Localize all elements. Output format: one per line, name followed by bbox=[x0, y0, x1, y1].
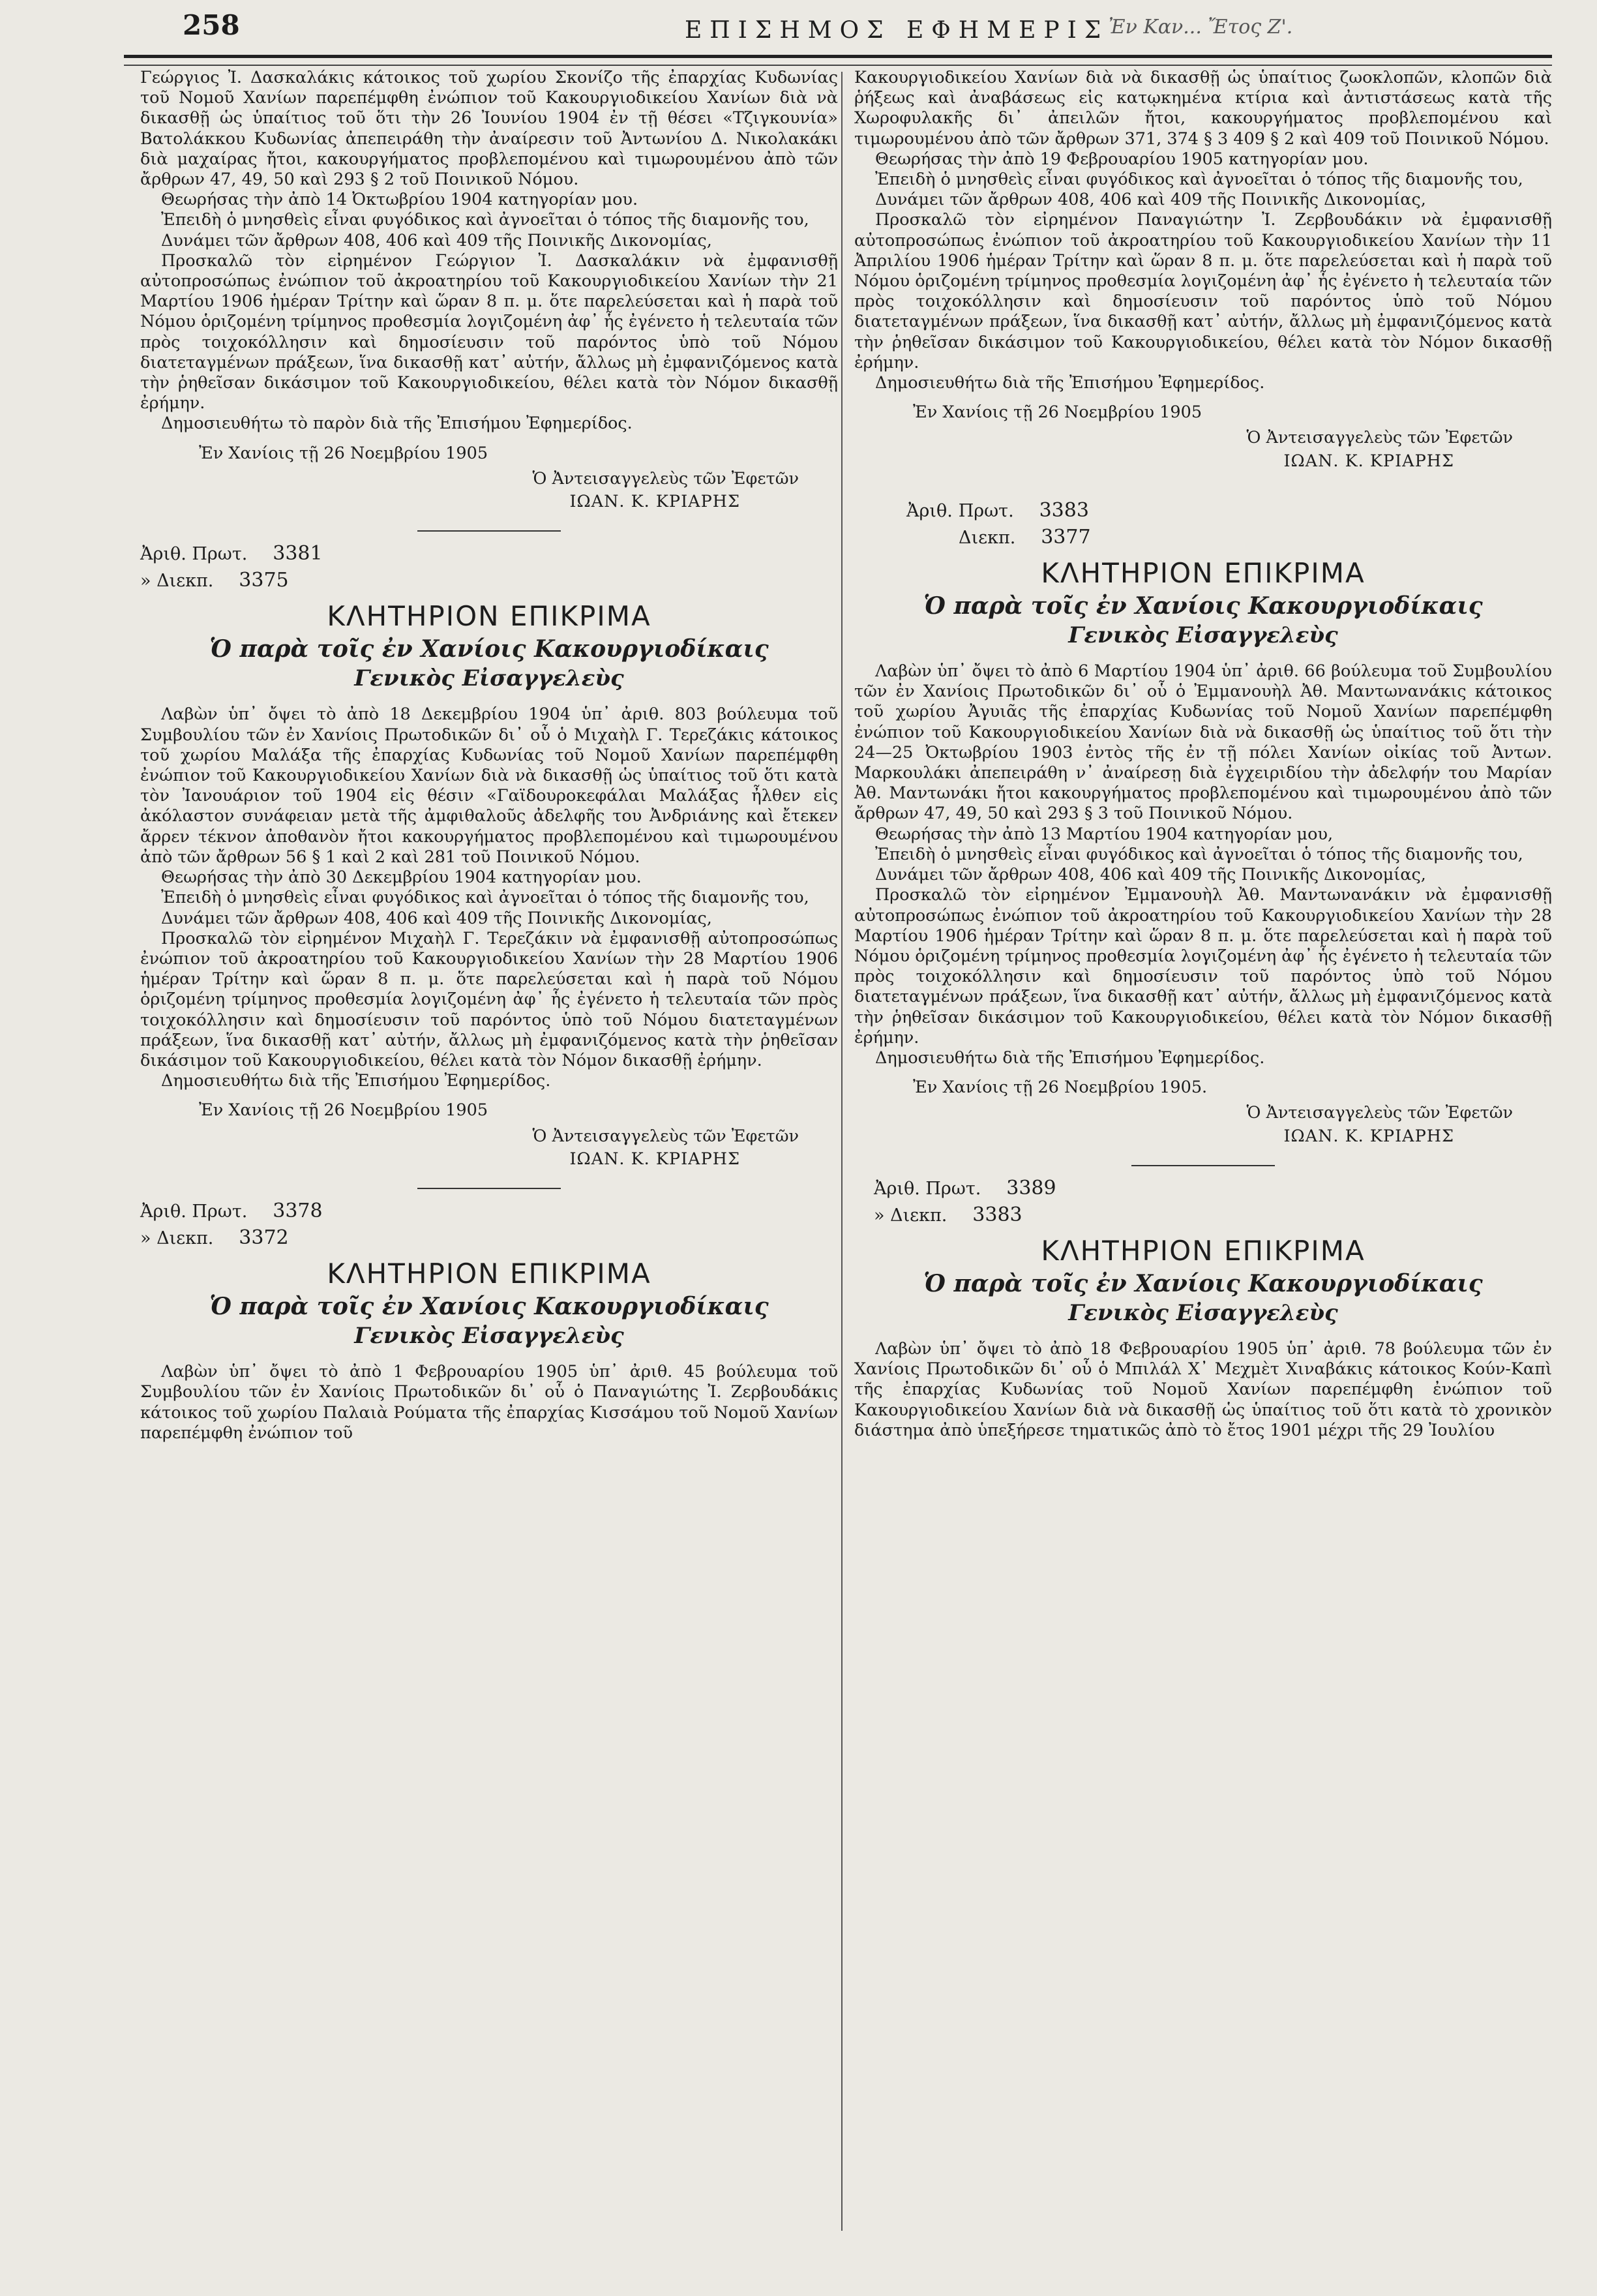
protocol-number-line bbox=[140, 1198, 838, 1225]
paragraph: Δημοσιευθήτω διὰ τῆς Ἐπισήμου Ἐφημερίδος. bbox=[875, 1048, 1265, 1068]
signature-name: ΙΩΑΝ. Κ. ΚΡΙΑΡΗΣ bbox=[1283, 1126, 1454, 1146]
protocol-number: 3378 bbox=[273, 1199, 323, 1222]
protocol-number: 3381 bbox=[273, 542, 323, 566]
notice-heading: ΚΛΗΤΗΡΙΟΝ ΕΠΙΚΡΙΜΑ bbox=[327, 1257, 651, 1290]
signature-title: Ὁ Ἀντεισαγγελεὺς τῶν Ἐφετῶν bbox=[1246, 428, 1513, 448]
protocol-number-line bbox=[854, 1175, 1552, 1202]
protocol-number-line bbox=[854, 498, 1552, 524]
dispatch-number-line bbox=[854, 524, 1552, 551]
protocol-number: 3383 bbox=[1039, 498, 1089, 522]
signature-title: Ὁ Ἀντεισαγγελεὺς τῶν Ἐφετῶν bbox=[532, 1126, 799, 1146]
paragraph: Δυνάμει τῶν ἄρθρων 408, 406 καὶ 409 τῆς Ποινικῆς Δικονομίας, bbox=[875, 865, 1426, 885]
protocol-label: Ἀριθ. Πρωτ. bbox=[140, 1201, 248, 1222]
signature-title: Ὁ Ἀντεισαγγελεὺς τῶν Ἐφετῶν bbox=[1246, 1103, 1513, 1123]
dispatch-label: Διεκπ. bbox=[959, 527, 1016, 548]
dispatch-label: » Διεκπ. bbox=[874, 1205, 948, 1226]
header-fragment: Ἐν Καν... Ἔτος Ζ'. bbox=[1109, 16, 1293, 38]
number-label: Ἀριθ. bbox=[906, 500, 953, 521]
paragraph: Λαβὼν ὑπ᾽ ὄψει τὸ ἀπὸ 18 Φεβρουαρίου 1905 ὑπ᾽ ἀριθ. 78 βούλευμα τῶν ἐν Χανίοις Πρωτοδικῶν δι᾽ οὗ ὁ Μπιλάλ Χ᾽ Μεχμὲτ Χιναβάκις κάτοικος Κούν-Καπὶ τῆς ἐπαρχίας Κυδωνίας τοῦ Νομοῦ Χανίων παρεπέμφθη ἐνώπιον τοῦ Κακουργιοδικείου Χανίων διὰ νὰ δικασθῇ ὡς ὑπαίτιος τοῦ ὅτι κατὰ τὸ χρονικὸν διάστημα ἀπὸ ὑπεξήρεσε τηματικῶς ἀπὸ τὸ ἔτος 1901 μέχρι τῆς 29 Ἰουλίου bbox=[854, 1338, 1552, 1440]
header-rule bbox=[124, 55, 1552, 66]
running-title: ΕΠΙΣΗΜΟΣ ΕΦΗΜΕΡΙΣ bbox=[685, 17, 1109, 44]
paragraph: Δυνάμει τῶν ἄρθρων 408, 406 καὶ 409 τῆς Ποινικῆς Δικονομίας, bbox=[161, 230, 712, 250]
dispatch-number-line bbox=[140, 1225, 838, 1252]
paragraph: Ἐπειδὴ ὁ μνησθεὶς εἶναι φυγόδικος καὶ ἀγνοεῖται ὁ τόπος τῆς διαμονῆς του, bbox=[161, 888, 809, 908]
paragraph: Ἐπειδὴ ὁ μνησθεὶς εἶναι φυγόδικος καὶ ἀγνοεῖται ὁ τόπος τῆς διαμονῆς του, bbox=[875, 170, 1523, 190]
protocol-label: Πρωτ. bbox=[958, 500, 1014, 521]
paragraph: Ἐπειδὴ ὁ μνησθεὶς εἶναι φυγόδικος καὶ ἀγνοεῖται ὁ τόπος τῆς διαμονῆς του, bbox=[161, 210, 809, 230]
signature-title: Ὁ Ἀντεισαγγελεὺς τῶν Ἐφετῶν bbox=[532, 468, 799, 489]
dispatch-number: 3383 bbox=[972, 1203, 1022, 1226]
dispatch-number-line bbox=[140, 567, 838, 594]
paragraph: Λαβὼν ὑπ᾽ ὄψει τὸ ἀπὸ 1 Φεβρουαρίου 1905 ὑπ᾽ ἀριθ. 45 βούλευμα τοῦ Συμβουλίου τῶν ἐν Χανίοις Πρωτοδικῶν δι᾽ οὗ ὁ Παναγιώτης Ἰ. Ζερβουδάκις κάτοικος τοῦ χωρίου Παλαιὰ Ρούματα τῆς ἐπαρχίας Κισσάμου τοῦ Νομοῦ Χανίων παρεπέμφθη ἐνώπιον τοῦ bbox=[140, 1362, 838, 1443]
signature-name: ΙΩΑΝ. Κ. ΚΡΙΑΡΗΣ bbox=[569, 1149, 740, 1169]
paragraph: Θεωρήσας τὴν ἀπὸ 30 Δεκεμβρίου 1904 κατηγορίαν μου. bbox=[161, 868, 642, 888]
paragraph: Δυνάμει τῶν ἄρθρων 408, 406 καὶ 409 τῆς Ποινικῆς Δικονομίας, bbox=[875, 190, 1426, 210]
protocol-number-line bbox=[140, 541, 838, 567]
signature-name: ΙΩΑΝ. Κ. ΚΡΙΑΡΗΣ bbox=[1283, 451, 1454, 471]
left-column bbox=[140, 68, 838, 1443]
protocol-number: 3389 bbox=[1006, 1176, 1056, 1200]
separator-rule bbox=[1131, 1165, 1275, 1166]
notice-heading: ΚΛΗΤΗΡΙΟΝ ΕΠΙΚΡΙΜΑ bbox=[327, 600, 651, 633]
signature-place-date: Ἐν Χανίοις τῇ 26 Νοεμβρίου 1905. bbox=[913, 1078, 1208, 1098]
paragraph: Δυνάμει τῶν ἄρθρων 408, 406 καὶ 409 τῆς Ποινικῆς Δικονομίας, bbox=[161, 908, 712, 928]
notice-subheading: Ὁ παρὰ τοῖς ἐν Χανίοις Κακουργιοδίκαις bbox=[209, 635, 769, 663]
protocol-label: Ἀριθ. Πρωτ. bbox=[874, 1178, 981, 1199]
dispatch-number: 3377 bbox=[1041, 525, 1091, 549]
paragraph: Δημοσιευθήτω διὰ τῆς Ἐπισήμου Ἐφημερίδος. bbox=[161, 1071, 551, 1091]
dispatch-number-line bbox=[854, 1202, 1552, 1229]
signature-place-date: Ἐν Χανίοις τῇ 26 Νοεμβρίου 1905 bbox=[199, 1100, 488, 1121]
dispatch-label: » Διεκπ. bbox=[140, 571, 214, 592]
paragraph: Θεωρήσας τὴν ἀπὸ 13 Μαρτίου 1904 κατηγορίαν μου, bbox=[875, 824, 1334, 844]
notice-subheading: Γενικὸς Εἰσαγγελεὺς bbox=[354, 665, 624, 692]
paragraph: Θεωρήσας τὴν ἀπὸ 19 Φεβρουαρίου 1905 κατηγορίαν μου. bbox=[875, 149, 1369, 169]
notice-heading: ΚΛΗΤΗΡΙΟΝ ΕΠΙΚΡΙΜΑ bbox=[1041, 1234, 1366, 1267]
notice-subheading: Ὁ παρὰ τοῖς ἐν Χανίοις Κακουργιοδίκαις bbox=[923, 1269, 1483, 1297]
paragraph: Γεώργιος Ἰ. Δασκαλάκις κάτοικος τοῦ χωρίου Σκονίζο τῆς ἐπαρχίας Κυδωνίας τοῦ Νομοῦ Χανίων παρεπέμφθη ἐνώπιον τοῦ Κακουργιοδικείου Χανίων διὰ νὰ δικασθῇ ὡς ὑπαίτιος τοῦ ὅτι τὴν 26 Ἰουνίου 1904 ἐν τῇ θέσει «Τζιγκουνία» Βατολάκκου Κυδωνίας ἀπεπειράθη τὴν ἀναίρεσιν τοῦ Ἀντωνίου Δ. Νικολακάκι διὰ μαχαίρας ἤτοι, κακουργήματος προβλεπομένου καὶ τιμωρουμένου ἀπὸ τῶν ἄρθρων 47, 49, 50 καὶ 293 § 2 τοῦ Ποινικοῦ Νόμου. bbox=[140, 68, 838, 190]
paragraph: Προσκαλῶ τὸν εἰρημένον Ἐμμανουὴλ Ἀθ. Μαντωνανάκιν νὰ ἐμφανισθῇ αὐτοπροσώπως ἐνώπιον τοῦ ἀκροατηρίου τοῦ Κακουργιοδικείου Χανίων τὴν 28 Μαρτίου 1906 ἡμέραν Τρίτην καὶ ὥραν 8 π. μ. ὅτε παρελεύσεται καὶ ἡ παρὰ τοῦ Νόμου ὁριζομένη τρίμηνος προθεσμία λογιζομένη ἀφ᾽ ἧς ἐγένετο ἡ τελευταία τῶν πρὸς τοιχοκόλλησιν καὶ δημοσίευσιν τοῦ παρόντος ὑπὸ τοῦ Νόμου διατεταγμένων πράξεων, ἵνα δικασθῇ κατ᾽ αὐτήν, ἄλλως μὴ ἐμφανιζόμενος κατὰ τὴν ῥηθεῖσαν δικάσιμον τοῦ Κακουργιοδικείου, θέλει κατὰ τὸν Νόμον δικασθῇ ἐρήμην. bbox=[854, 885, 1552, 1048]
notice-heading: ΚΛΗΤΗΡΙΟΝ ΕΠΙΚΡΙΜΑ bbox=[1041, 556, 1366, 589]
paragraph: Προσκαλῶ τὸν εἰρημένον Γεώργιον Ἰ. Δασκαλάκιν νὰ ἐμφανισθῇ αὐτοπροσώπως ἐνώπιον τοῦ ἀκροατηρίου τοῦ Κακουργιοδικείου Χανίων τὴν 21 Μαρτίου 1906 ἡμέραν Τρίτην καὶ ὥραν 8 π. μ. ὅτε παρελεύσεται καὶ ἡ παρὰ τοῦ Νόμου ὁριζομένη τρίμηνος προθεσμία λογιζομένη ἀφ᾽ ἧς ἐγένετο ἡ τελευταία τῶν πρὸς τοιχοκόλλησιν καὶ δημοσίευσιν τοῦ παρόντος ὑπὸ τοῦ Νόμου διατεταγμένων πράξεων, ἵνα δικασθῇ κατ᾽ αὐτήν, ἄλλως μὴ ἐμφανιζόμενος κατὰ τὴν ῥηθεῖσαν δικάσιμον τοῦ Κακουργιοδικείου, θέλει κατὰ τὸν Νόμον δικασθῇ ἐρήμην. bbox=[140, 250, 838, 414]
notice-subheading: Γενικὸς Εἰσαγγελεὺς bbox=[1068, 1299, 1338, 1326]
right-column bbox=[854, 68, 1552, 1441]
signature-place-date: Ἐν Χανίοις τῇ 26 Νοεμβρίου 1905 bbox=[199, 443, 488, 463]
dispatch-label: » Διεκπ. bbox=[140, 1228, 214, 1248]
signature-place-date: Ἐν Χανίοις τῇ 26 Νοεμβρίου 1905 bbox=[913, 402, 1202, 423]
paragraph: Δημοσιευθήτω διὰ τῆς Ἐπισήμου Ἐφημερίδος. bbox=[875, 373, 1265, 393]
paragraph: Θεωρήσας τὴν ἀπὸ 14 Ὀκτωβρίου 1904 κατηγορίαν μου. bbox=[161, 190, 638, 210]
page-number: 258 bbox=[183, 9, 240, 41]
paragraph: Λαβὼν ὑπ᾽ ὄψει τὸ ἀπὸ 6 Μαρτίου 1904 ὑπ᾽ ἀριθ. 66 βούλευμα τοῦ Συμβουλίου τῶν ἐν Χανίοις Πρωτοδικῶν δι᾽ οὗ ὁ Ἐμμανουὴλ Ἀθ. Μαντωνανάκις κάτοικος τοῦ χωρίου Ἀγυιᾶς τῆς ἐπαρχίας Κυδωνίας τοῦ Νομοῦ Χανίων παρεπέμφθη ἐνώπιον τοῦ Κακουργιοδικείου Χανίων διὰ νὰ δικασθῇ ὡς ὑπαίτιος τοῦ ὅτι τὴν 24—25 Ὀκτωβρίου 1903 ἐντὸς τῆς ἐν τῇ πόλει Χανίων οἰκίας τοῦ Ἀντων. Μαρκουλάκι ἀπεπειράθη ν᾽ ἀναίρεσῃ διὰ ἐγχειριδίου τὴν ἀδελφήν του Μαρίαν Ἀθ. Μαντωνάκι ἤτοι κακουργήματος προβλεπομένου καὶ τιμωρουμένου ἀπὸ τῶν ἄρθρων 47, 49, 50 καὶ 293 § 3 τοῦ Ποινικοῦ Νόμου. bbox=[854, 661, 1552, 824]
separator-rule bbox=[417, 1188, 561, 1189]
column-divider bbox=[841, 72, 843, 2231]
signature-name: ΙΩΑΝ. Κ. ΚΡΙΑΡΗΣ bbox=[569, 492, 740, 512]
dispatch-number: 3372 bbox=[239, 1226, 289, 1249]
separator-rule bbox=[417, 530, 561, 532]
paragraph: Λαβὼν ὑπ᾽ ὄψει τὸ ἀπὸ 18 Δεκεμβρίου 1904 ὑπ᾽ ἀριθ. 803 βούλευμα τοῦ Συμβουλίου τῶν ἐν Χανίοις Πρωτοδικῶν δι᾽ οὗ ὁ Μιχαὴλ Γ. Τερεζάκις κάτοικος τοῦ χωρίου Μαλάξα τῆς ἐπαρχίας Κυδωνίας τοῦ Νομοῦ Χανίων παρεπέμφθη ἐνώπιον τοῦ Κακουργιοδικείου Χανίων διὰ νὰ δικασθῇ ὡς ὑπαίτιος τοῦ ὅτι κατὰ τὸν Ἰανουάριον τοῦ 1904 εἰς θέσιν «Γαϊδουροκεφάλαι Μαλάξας ἦλθεν εἰς ἀκόλαστον συνάφειαν μετὰ τῆς ἀμφιθαλοῦς ἀδελφῆς του Ἀνδριάνης καὶ ἔτεκεν ἄρρεν τέκνον ἀποθανὸν ἤτοι κακουργήματος προβλεπομένου καὶ τιμωρουμένου ἀπὸ τῶν ἄρθρων 56 § 1 καὶ 2 καὶ 281 τοῦ Ποινικοῦ Νόμου. bbox=[140, 704, 838, 867]
protocol-label: Ἀριθ. Πρωτ. bbox=[140, 544, 248, 565]
notice-subheading: Γενικὸς Εἰσαγγελεὺς bbox=[354, 1323, 624, 1350]
notice-subheading: Γενικὸς Εἰσαγγελεὺς bbox=[1068, 622, 1338, 649]
notice-subheading: Ὁ παρὰ τοῖς ἐν Χανίοις Κακουργιοδίκαις bbox=[209, 1293, 769, 1321]
paragraph: Προσκαλῶ τὸν εἰρημένον Μιχαὴλ Γ. Τερεζάκιν νὰ ἐμφανισθῇ αὐτοπροσώπως ἐνώπιον τοῦ ἀκροατηρίου τοῦ Κακουργιοδικείου Χανίων τὴν 28 Μαρτίου 1906 ἡμέραν Τρίτην καὶ ὥραν 8 π. μ. ὅτε παρελεύσεται καὶ ἡ παρὰ τοῦ Νόμου ὁριζομένη τρίμηνος προθεσμία λογιζομένη ἀφ᾽ ἧς ἐγένετο ἡ τελευταία τῶν πρὸς τοιχοκόλλησιν καὶ δημοσίευσιν τοῦ παρόντος ὑπὸ τοῦ Νόμου διατεταγμένων πράξεων, ἵνα δικασθῇ κατ᾽ αὐτήν, ἄλλως μὴ ἐμφανιζόμενος κατὰ τὴν ῥηθεῖσαν δικάσιμον τοῦ Κακουργιοδικείου, θέλει κατὰ τὸν Νόμον δικασθῇ ἐρήμην. bbox=[140, 928, 838, 1070]
paragraph: Προσκαλῶ τὸν εἰρημένον Παναγιώτην Ἰ. Ζερβουδάκιν νὰ ἐμφανισθῇ αὐτοπροσώπως ἐνώπιον τοῦ ἀκροατηρίου τοῦ Κακουργιοδικείου Χανίων τὴν 11 Ἀπριλίου 1906 ἡμέραν Τρίτην καὶ ὥραν 8 π. μ. ὅτε παρελεύσεται καὶ ἡ παρὰ τοῦ Νόμου ὁριζομένη τρίμηνος προθεσμία λογιζομένη ἀφ᾽ ἧς ἐγένετο ἡ τελευταία τῶν πρὸς τοιχοκόλλησιν καὶ δημοσίευσιν τοῦ παρόντος ὑπὸ τοῦ Νόμου διατεταγμένων πράξεων, ἵνα δικασθῇ κατ᾽ αὐτήν, ἄλλως μὴ ἐμφανιζόμενος κατὰ τὴν ῥηθεῖσαν δικάσιμον τοῦ Κακουργιοδικείου, θέλει κατὰ τὸν Νόμον δικασθῇ ἐρήμην. bbox=[854, 210, 1552, 372]
page-header bbox=[111, 0, 1545, 55]
paragraph: Δημοσιευθήτω τὸ παρὸν διὰ τῆς Ἐπισήμου Ἐφημερίδος. bbox=[161, 414, 633, 434]
paragraph: Κακουργιοδικείου Χανίων διὰ νὰ δικασθῇ ὡς ὑπαίτιος ζωοκλοπῶν, κλοπῶν διὰ ῥήξεως καὶ ἀναβάσεως εἰς κατῳκημένα κτίρια καὶ ἀντιστάσεως κατὰ τῆς Χωροφυλακῆς δι᾽ ἀπειλῶν ἤτοι, κακουργήματος προβλεπομένου καὶ τιμωρουμένου ἀπὸ τῶν ἄρθρων 371, 374 § 3 409 § 2 καὶ 409 τοῦ Ποινικοῦ Νόμου. bbox=[854, 68, 1552, 149]
paragraph: Ἐπειδὴ ὁ μνησθεὶς εἶναι φυγόδικος καὶ ἀγνοεῖται ὁ τόπος τῆς διαμονῆς του, bbox=[875, 844, 1523, 864]
notice-subheading: Ὁ παρὰ τοῖς ἐν Χανίοις Κακουργιοδίκαις bbox=[923, 592, 1483, 620]
dispatch-number: 3375 bbox=[239, 569, 289, 592]
